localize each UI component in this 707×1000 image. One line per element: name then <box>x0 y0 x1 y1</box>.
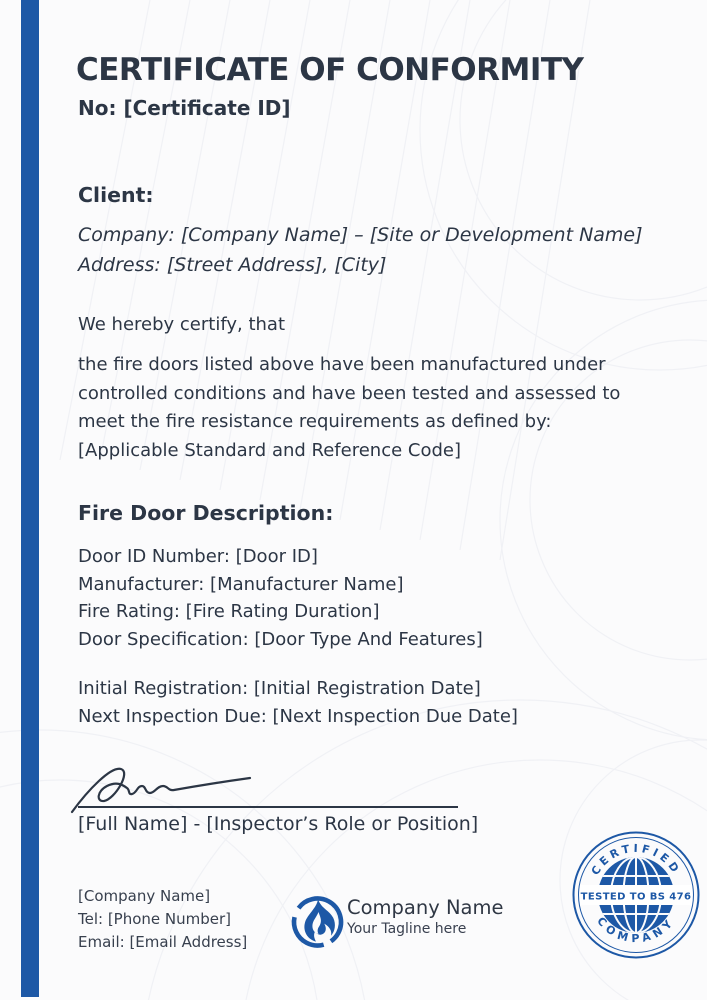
next-inspection-line: Next Inspection Due: [Next Inspection Due Date] <box>78 705 518 727</box>
certificate-number: No: [Certificate ID] <box>78 96 291 120</box>
accent-bar <box>21 0 39 997</box>
registration-dates <box>78 675 518 730</box>
fire-door-details <box>78 543 483 653</box>
manufacturer-line: Manufacturer: [Manufacturer Name] <box>78 573 404 595</box>
fire-rating-line: Fire Rating: [Fire Rating Duration] <box>78 601 380 623</box>
certify-body-line: the fire doors listed above have been manufactured under <box>78 354 606 375</box>
logo-company-name: Company Name <box>347 896 504 919</box>
client-company-line: Company: [Company Name] – [Site or Development Name] <box>78 224 643 246</box>
fire-door-heading: Fire Door Description: <box>78 501 334 525</box>
signatory-name: [Full Name] - [Inspector’s Role or Position] <box>78 813 479 835</box>
logo-tagline: Your Tagline here <box>347 921 467 937</box>
footer-contact <box>78 885 247 954</box>
certify-body <box>78 351 620 465</box>
door-spec-line: Door Specification: [Door Type And Features] <box>78 628 483 650</box>
seal-arc-top-text: CERTIFIED <box>588 841 684 878</box>
seal-banner-text: TESTED TO BS 476 <box>580 891 692 903</box>
certification-seal <box>570 829 702 961</box>
certify-body-line: [Applicable Standard and Reference Code] <box>78 439 462 461</box>
footer-email: Email: [Email Address] <box>78 933 248 951</box>
door-id-line: Door ID Number: [Door ID] <box>78 546 318 567</box>
initial-registration-line: Initial Registration: [Initial Registration Date] <box>78 678 481 699</box>
certify-intro: We hereby certify, that <box>78 314 285 335</box>
footer-phone: Tel: [Phone Number] <box>78 910 232 928</box>
certify-body-line: meet the fire resistance requirements as defined by: <box>78 411 552 432</box>
footer-company-name: [Company Name] <box>78 887 211 905</box>
flame-icon <box>289 891 346 952</box>
footer-logo-text <box>347 896 504 937</box>
seal-arc-bottom-text: COMPANY <box>594 914 678 946</box>
page-title: CERTIFICATE OF CONFORMITY <box>76 52 584 88</box>
certify-body-line: controlled conditions and have been tested and assessed to <box>78 382 621 404</box>
client-address-line: Address: [Street Address], [City] <box>78 254 387 276</box>
signature-line <box>78 806 458 808</box>
client-heading: Client: <box>78 183 154 207</box>
client-details <box>78 220 643 280</box>
